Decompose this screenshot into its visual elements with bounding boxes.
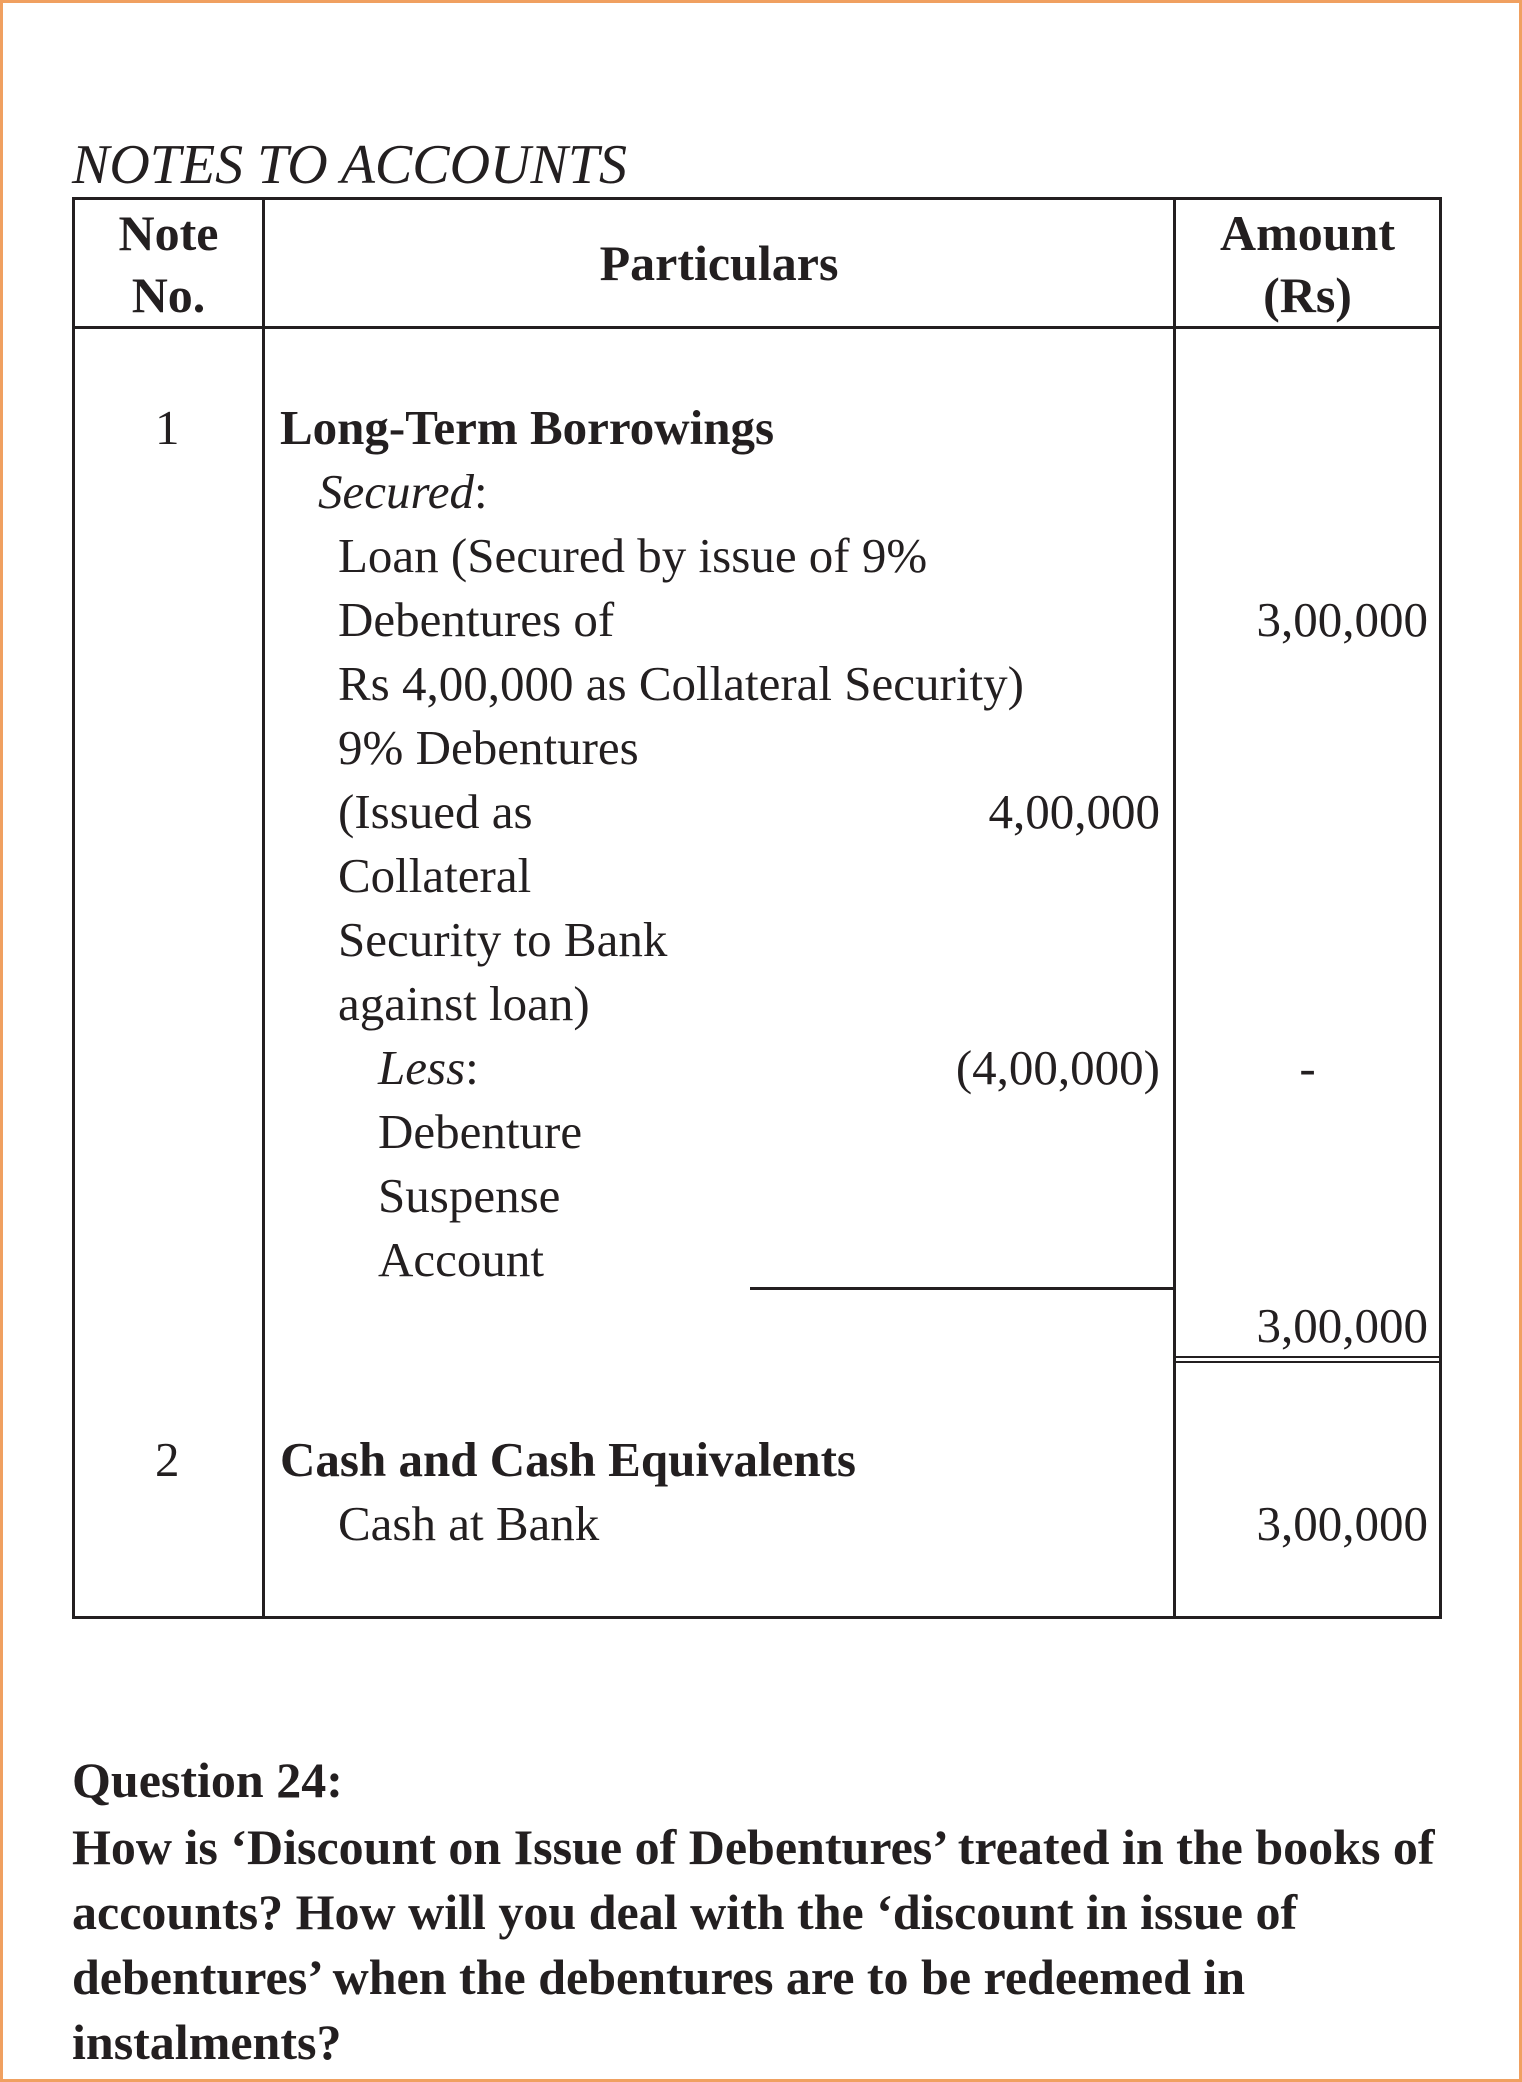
table-left-border — [72, 197, 75, 1619]
debenture-line-4: Security to Bank — [338, 912, 668, 967]
cash-at-bank-label: Cash at Bank — [338, 1496, 600, 1551]
debenture-line-3: Collateral — [338, 848, 532, 903]
header-note-no — [75, 202, 262, 326]
note-1-heading: Long-Term Borrowings — [280, 400, 775, 455]
note-col-divider — [262, 197, 265, 1619]
note-1-number: 1 — [155, 400, 180, 455]
header-note-line2: No. — [131, 267, 206, 323]
loan-line-3: Rs 4,00,000 as Collateral Security) — [338, 656, 1024, 711]
less-text: Less — [378, 1040, 466, 1095]
debenture-line-1: 9% Debentures — [338, 720, 639, 775]
less-amount: (4,00,000) — [955, 1040, 1160, 1095]
secured-colon: : — [474, 464, 488, 519]
note-2-number: 2 — [155, 1432, 180, 1487]
loan-amount: 3,00,000 — [1256, 592, 1428, 647]
loan-line-2: Debentures of — [338, 592, 615, 647]
table-top-border — [72, 197, 1442, 200]
header-bottom-border — [72, 326, 1442, 329]
loan-line-1: Loan (Secured by issue of 9% — [338, 528, 928, 583]
header-amount-line1: Amount — [1219, 205, 1396, 261]
header-particulars: Particulars — [599, 235, 839, 291]
table-right-border — [1439, 197, 1442, 1619]
table-bottom-border — [72, 1616, 1442, 1619]
header-amount — [1176, 202, 1439, 326]
amount-col-divider — [1173, 197, 1176, 1619]
header-note-line1: Note — [118, 205, 219, 261]
question-text: How is ‘Discount on Issue of Debentures’ treated in the books of accounts? How will you deal with the ‘discount in issue of debentures’ when the debentures are to be redeemed in instalments? — [72, 1819, 1435, 2070]
less-label — [378, 1036, 479, 1100]
less-line-1: Debenture — [378, 1104, 583, 1159]
secured-label — [318, 460, 488, 524]
less-colon: : — [465, 1040, 479, 1095]
header-amount-line2: (Rs) — [1263, 267, 1352, 323]
cash-at-bank-amount: 3,00,000 — [1256, 1496, 1428, 1551]
debenture-line-5: against loan) — [338, 976, 590, 1031]
question-title: Question 24: — [72, 1752, 343, 1808]
note-2-heading: Cash and Cash Equivalents — [280, 1432, 856, 1487]
note-1-total: 3,00,000 — [1256, 1298, 1428, 1353]
debenture-line-2: (Issued as — [338, 784, 533, 839]
less-line-3: Account — [378, 1232, 544, 1287]
secured-text: Secured — [318, 464, 474, 519]
total-double-rule-bottom — [1176, 1361, 1439, 1363]
total-double-rule-top — [1176, 1356, 1439, 1358]
debenture-amount: 4,00,000 — [988, 784, 1160, 839]
subtotal-rule — [750, 1287, 1176, 1290]
notes-title: NOTES TO ACCOUNTS — [72, 134, 627, 196]
net-dash: - — [1299, 1040, 1316, 1095]
less-line-2: Suspense — [378, 1168, 561, 1223]
